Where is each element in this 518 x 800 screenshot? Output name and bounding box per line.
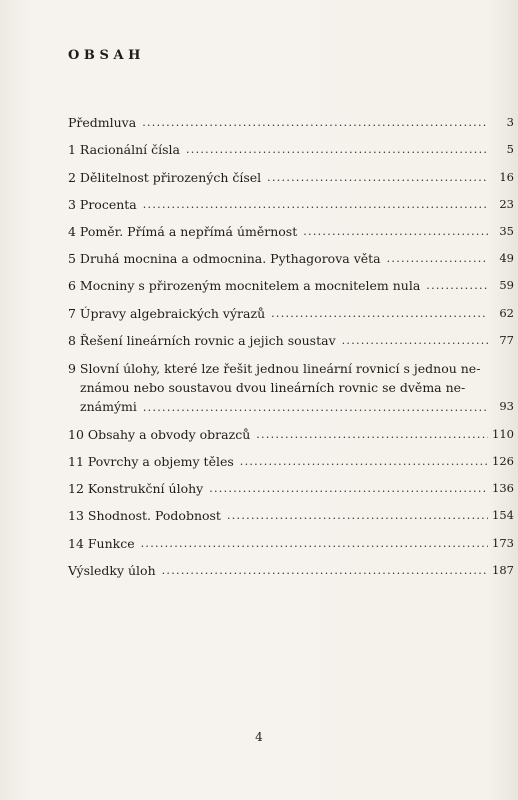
toc-entry-title: 3 Procenta (68, 196, 137, 212)
toc-entry (68, 416, 514, 443)
toc-entry-multiline (68, 359, 514, 416)
dot-leader (256, 426, 488, 443)
dot-leader (143, 399, 488, 416)
dot-leader (209, 480, 488, 497)
dot-leader (142, 114, 488, 131)
toc-entry-page: 187 (492, 562, 514, 577)
toc-entry-title: Výsledky úloh (68, 562, 156, 578)
toc-entry (68, 267, 514, 294)
table-of-contents (68, 104, 514, 579)
contents-heading: OBSAH (68, 48, 146, 63)
dot-leader (162, 562, 488, 579)
toc-entry (68, 470, 514, 497)
toc-entry-title-lastline (68, 397, 514, 416)
dot-leader (271, 305, 488, 322)
toc-entry-page: 173 (492, 535, 514, 550)
toc-entry (68, 524, 514, 551)
dot-leader (141, 535, 488, 552)
toc-entry-page: 77 (499, 332, 514, 347)
toc-entry (68, 294, 514, 321)
page-number: 4 (255, 730, 263, 744)
toc-entry-title: 4 Poměr. Přímá a nepřímá úměrnost (68, 223, 298, 239)
toc-entry-title: Předmluva (68, 115, 137, 131)
toc-entry-title: 6 Mocniny s přirozeným mocnitelem a mocnitelem nula (68, 278, 421, 294)
toc-entry-page: 49 (499, 251, 514, 266)
toc-entry (68, 186, 514, 213)
toc-entry-title-line: 9 Slovní úlohy, které lze řešit jednou lineární rovnicí s jednou ne- (68, 360, 481, 376)
dot-leader (143, 196, 488, 213)
toc-entry-page: 126 (492, 454, 514, 469)
toc-entry-title: 13 Shodnost. Podobnost (68, 508, 221, 524)
toc-entry-page: 136 (492, 481, 514, 496)
dot-leader (426, 277, 488, 294)
dot-leader (227, 507, 488, 524)
dot-leader (240, 453, 488, 470)
dot-leader (342, 332, 488, 349)
toc-entry-title-line: známou nebo soustavou dvou lineárních rovnic se dvěma ne- (80, 379, 466, 395)
toc-entry (68, 104, 514, 131)
toc-entry-title: 2 Dělitelnost přirozených čísel (68, 169, 262, 185)
toc-entry-title: 5 Druhá mocnina a odmocnina. Pythagorova věta (68, 251, 381, 267)
toc-entry-page: 3 (506, 115, 514, 130)
toc-entry (68, 552, 514, 579)
toc-entry-title: 11 Povrchy a objemy těles (68, 454, 234, 470)
toc-entry (68, 213, 514, 240)
toc-entry-page: 154 (492, 508, 514, 523)
toc-entry (68, 443, 514, 470)
toc-entry-page: 110 (492, 426, 514, 441)
toc-entry (68, 497, 514, 524)
dot-leader (267, 169, 488, 186)
toc-entry (68, 322, 514, 349)
toc-entry-page: 16 (499, 169, 514, 184)
dot-leader (303, 223, 488, 240)
toc-entry-page: 5 (506, 142, 514, 157)
toc-entry-title: 10 Obsahy a obvody obrazců (68, 426, 251, 442)
dot-leader (186, 141, 488, 158)
toc-entry (68, 158, 514, 185)
toc-entry-title: 12 Konstrukční úlohy (68, 481, 204, 497)
toc-entry (68, 131, 514, 158)
toc-entry-page: 23 (499, 196, 514, 211)
toc-entry-title: 7 Úpravy algebraických výrazů (68, 305, 266, 321)
toc-entry-title: 1 Racionální čísla (68, 142, 180, 158)
toc-entry-page: 35 (499, 223, 514, 238)
toc-entry-title-line: známými (80, 398, 137, 414)
toc-entry (68, 240, 514, 267)
toc-entry-title: 14 Funkce (68, 535, 135, 551)
toc-entry-page: 62 (499, 305, 514, 320)
toc-entry-page: 59 (499, 278, 514, 293)
toc-entry-page: 93 (499, 398, 514, 413)
dot-leader (387, 250, 488, 267)
toc-entry-title: 8 Řešení lineárních rovnic a jejich soustav (68, 332, 336, 348)
